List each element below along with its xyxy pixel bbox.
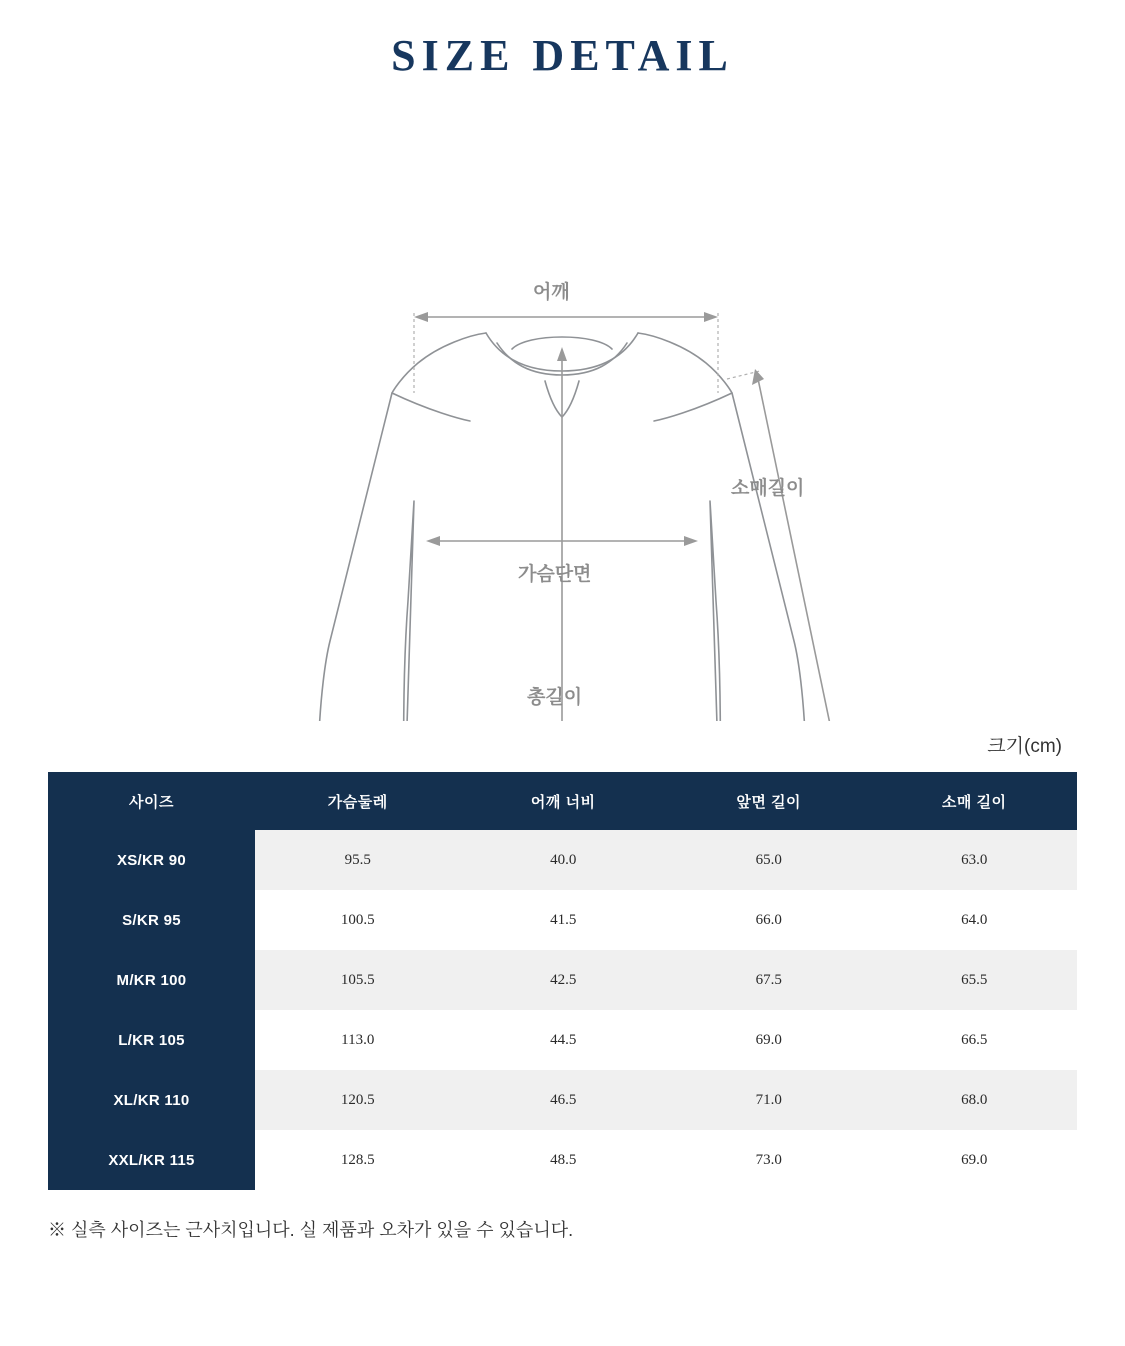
cell-front-length: 69.0: [666, 1010, 872, 1070]
label-chest-width: 가슴단면: [518, 564, 592, 585]
header-shoulder: 어깨 너비: [461, 772, 667, 830]
table-row: [48, 950, 1077, 1010]
row-size-label: S/KR 95: [48, 890, 255, 950]
cell-chest: 95.5: [255, 830, 461, 890]
cell-sleeve-length: 66.5: [872, 1010, 1078, 1070]
cell-front-length: 67.5: [666, 950, 872, 1010]
table-row: [48, 890, 1077, 950]
cell-shoulder: 42.5: [461, 950, 667, 1010]
footnote: ※ 실측 사이즈는 근사치입니다. 실 제품과 오차가 있을 수 있습니다.: [48, 1220, 574, 1240]
size-table: [48, 772, 1077, 1190]
cell-shoulder: 48.5: [461, 1130, 667, 1190]
row-size-label: XL/KR 110: [48, 1070, 255, 1130]
cell-shoulder: 40.0: [461, 830, 667, 890]
cell-shoulder: 44.5: [461, 1010, 667, 1070]
cell-chest: 128.5: [255, 1130, 461, 1190]
cell-shoulder: 46.5: [461, 1070, 667, 1130]
label-shoulder: 어깨: [533, 282, 570, 303]
row-size-label: L/KR 105: [48, 1010, 255, 1070]
table-row: [48, 1070, 1077, 1130]
size-table-head: [48, 772, 1077, 830]
unit-note: 크기(cm): [987, 736, 1062, 757]
table-row: [48, 830, 1077, 890]
cell-chest: 105.5: [255, 950, 461, 1010]
cell-shoulder: 41.5: [461, 890, 667, 950]
cell-sleeve-length: 65.5: [872, 950, 1078, 1010]
label-total-length: 총길이: [527, 687, 583, 708]
cell-chest: 120.5: [255, 1070, 461, 1130]
sweatshirt-illustration: [0, 81, 1125, 721]
header-chest: 가슴둘레: [255, 772, 461, 830]
size-table-body: [48, 830, 1077, 1190]
row-size-label: XXL/KR 115: [48, 1130, 255, 1190]
cell-front-length: 73.0: [666, 1130, 872, 1190]
label-sleeve-length: 소매길이: [731, 478, 805, 499]
page-title: SIZE DETAIL: [391, 31, 734, 80]
cell-sleeve-length: 69.0: [872, 1130, 1078, 1190]
table-row: [48, 1010, 1077, 1070]
size-table-wrapper: [0, 772, 1125, 1190]
cell-chest: 100.5: [255, 890, 461, 950]
cell-front-length: 66.0: [666, 890, 872, 950]
table-row: [48, 1130, 1077, 1190]
cell-sleeve-length: 64.0: [872, 890, 1078, 950]
cell-chest: 113.0: [255, 1010, 461, 1070]
row-size-label: XS/KR 90: [48, 830, 255, 890]
row-size-label: M/KR 100: [48, 950, 255, 1010]
cell-front-length: 65.0: [666, 830, 872, 890]
cell-sleeve-length: 68.0: [872, 1070, 1078, 1130]
header-size: 사이즈: [48, 772, 255, 830]
table-header-row: [48, 772, 1077, 830]
header-sleeve-length: 소매 길이: [872, 772, 1078, 830]
cell-front-length: 71.0: [666, 1070, 872, 1130]
header-front-length: 앞면 길이: [666, 772, 872, 830]
garment-diagram: [0, 81, 1125, 721]
cell-sleeve-length: 63.0: [872, 830, 1078, 890]
